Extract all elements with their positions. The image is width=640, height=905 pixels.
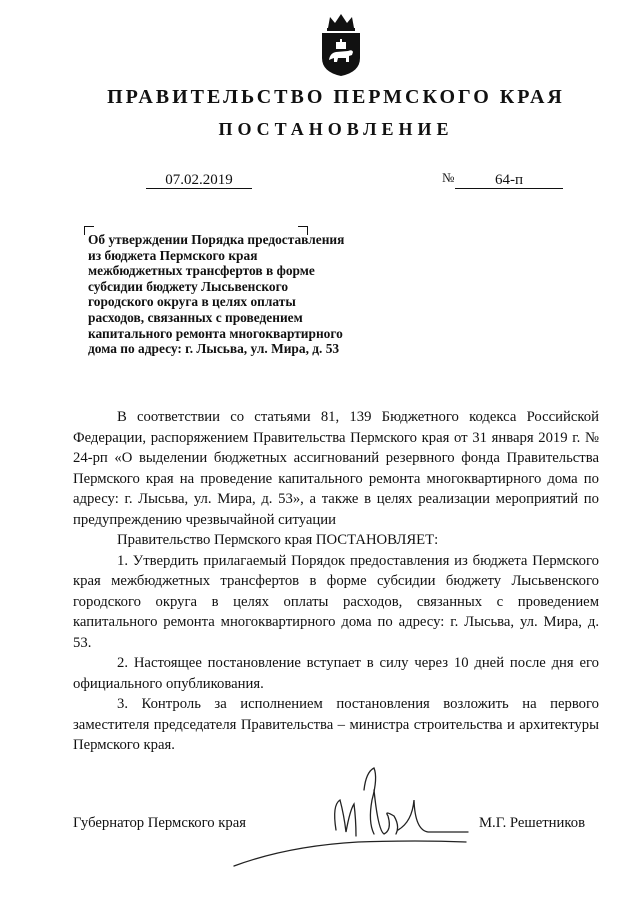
subject-line: городского округа в целях оплаты (88, 294, 296, 310)
coat-of-arms-icon (318, 12, 364, 78)
document-type-title: ПОСТАНОВЛЕНИЕ (218, 119, 454, 139)
item-paragraph: 2. Настоящее постановление вступает в силу через 10 дней после дня его официального опубликования. (73, 655, 599, 692)
government-title: ПРАВИТЕЛЬСТВО ПЕРМСКОГО КРАЯ (107, 86, 565, 108)
preamble-paragraph: В соответствии со статьями 81, 139 Бюджетного кодекса Российской Федерации, распоряжением Правительства Пермского края от 31 января 2019 г. № 24-рп «О выделении бюджетных ассигнований резервного фонда Правительства Пермского края на проведение капитального ремонта многоквартирного дома по адресу: г. Лысьва, ул. Мира, д. 53», а также в целях реализации мероприятий по предупреждению чрезвычайной ситуации (73, 409, 599, 528)
handwritten-signature (228, 760, 478, 870)
subject-line: расходов, связанных с проведением (88, 309, 303, 325)
document-date: 07.02.2019 (146, 172, 252, 189)
document-subject (88, 232, 398, 357)
subject-line: из бюджета Пермского края (88, 247, 258, 263)
document-body (73, 407, 599, 756)
subject-line: дома по адресу: г. Лысьва, ул. Мира, д. 53 (88, 341, 340, 357)
subject-line: субсидии бюджету Лысьвенского (88, 278, 289, 294)
subject-line: межбюджетных трансфертов в форме (88, 263, 315, 279)
decree-paragraph: Правительство Пермского края ПОСТАНОВЛЯЕТ: (117, 532, 439, 548)
item-paragraph: 3. Контроль за исполнением постановления возложить на первого заместителя председателя Правительства – министра строительства и архитектуры Пермского края. (73, 696, 599, 753)
item-paragraph: 1. Утвердить прилагаемый Порядок предоставления из бюджета Пермского края межбюджетных трансфертов в форме субсидии бюджету Лысьвенского городского округа в целях оплаты расходов, связанных с проведением капитального ремонта многоквартирного дома по адресу: г. Лысьва, ул. Мира, д. 53. (73, 552, 599, 651)
number-sign: № (442, 170, 455, 185)
subject-line: Об утверждении Порядка предоставления (88, 232, 345, 247)
document-number: 64-п (455, 172, 563, 189)
subject-line: капитального ремонта многоквартирного (88, 325, 343, 341)
signatory-position: Губернатор Пермского края (73, 815, 247, 831)
signatory-name: М.Г. Решетников (479, 815, 586, 831)
